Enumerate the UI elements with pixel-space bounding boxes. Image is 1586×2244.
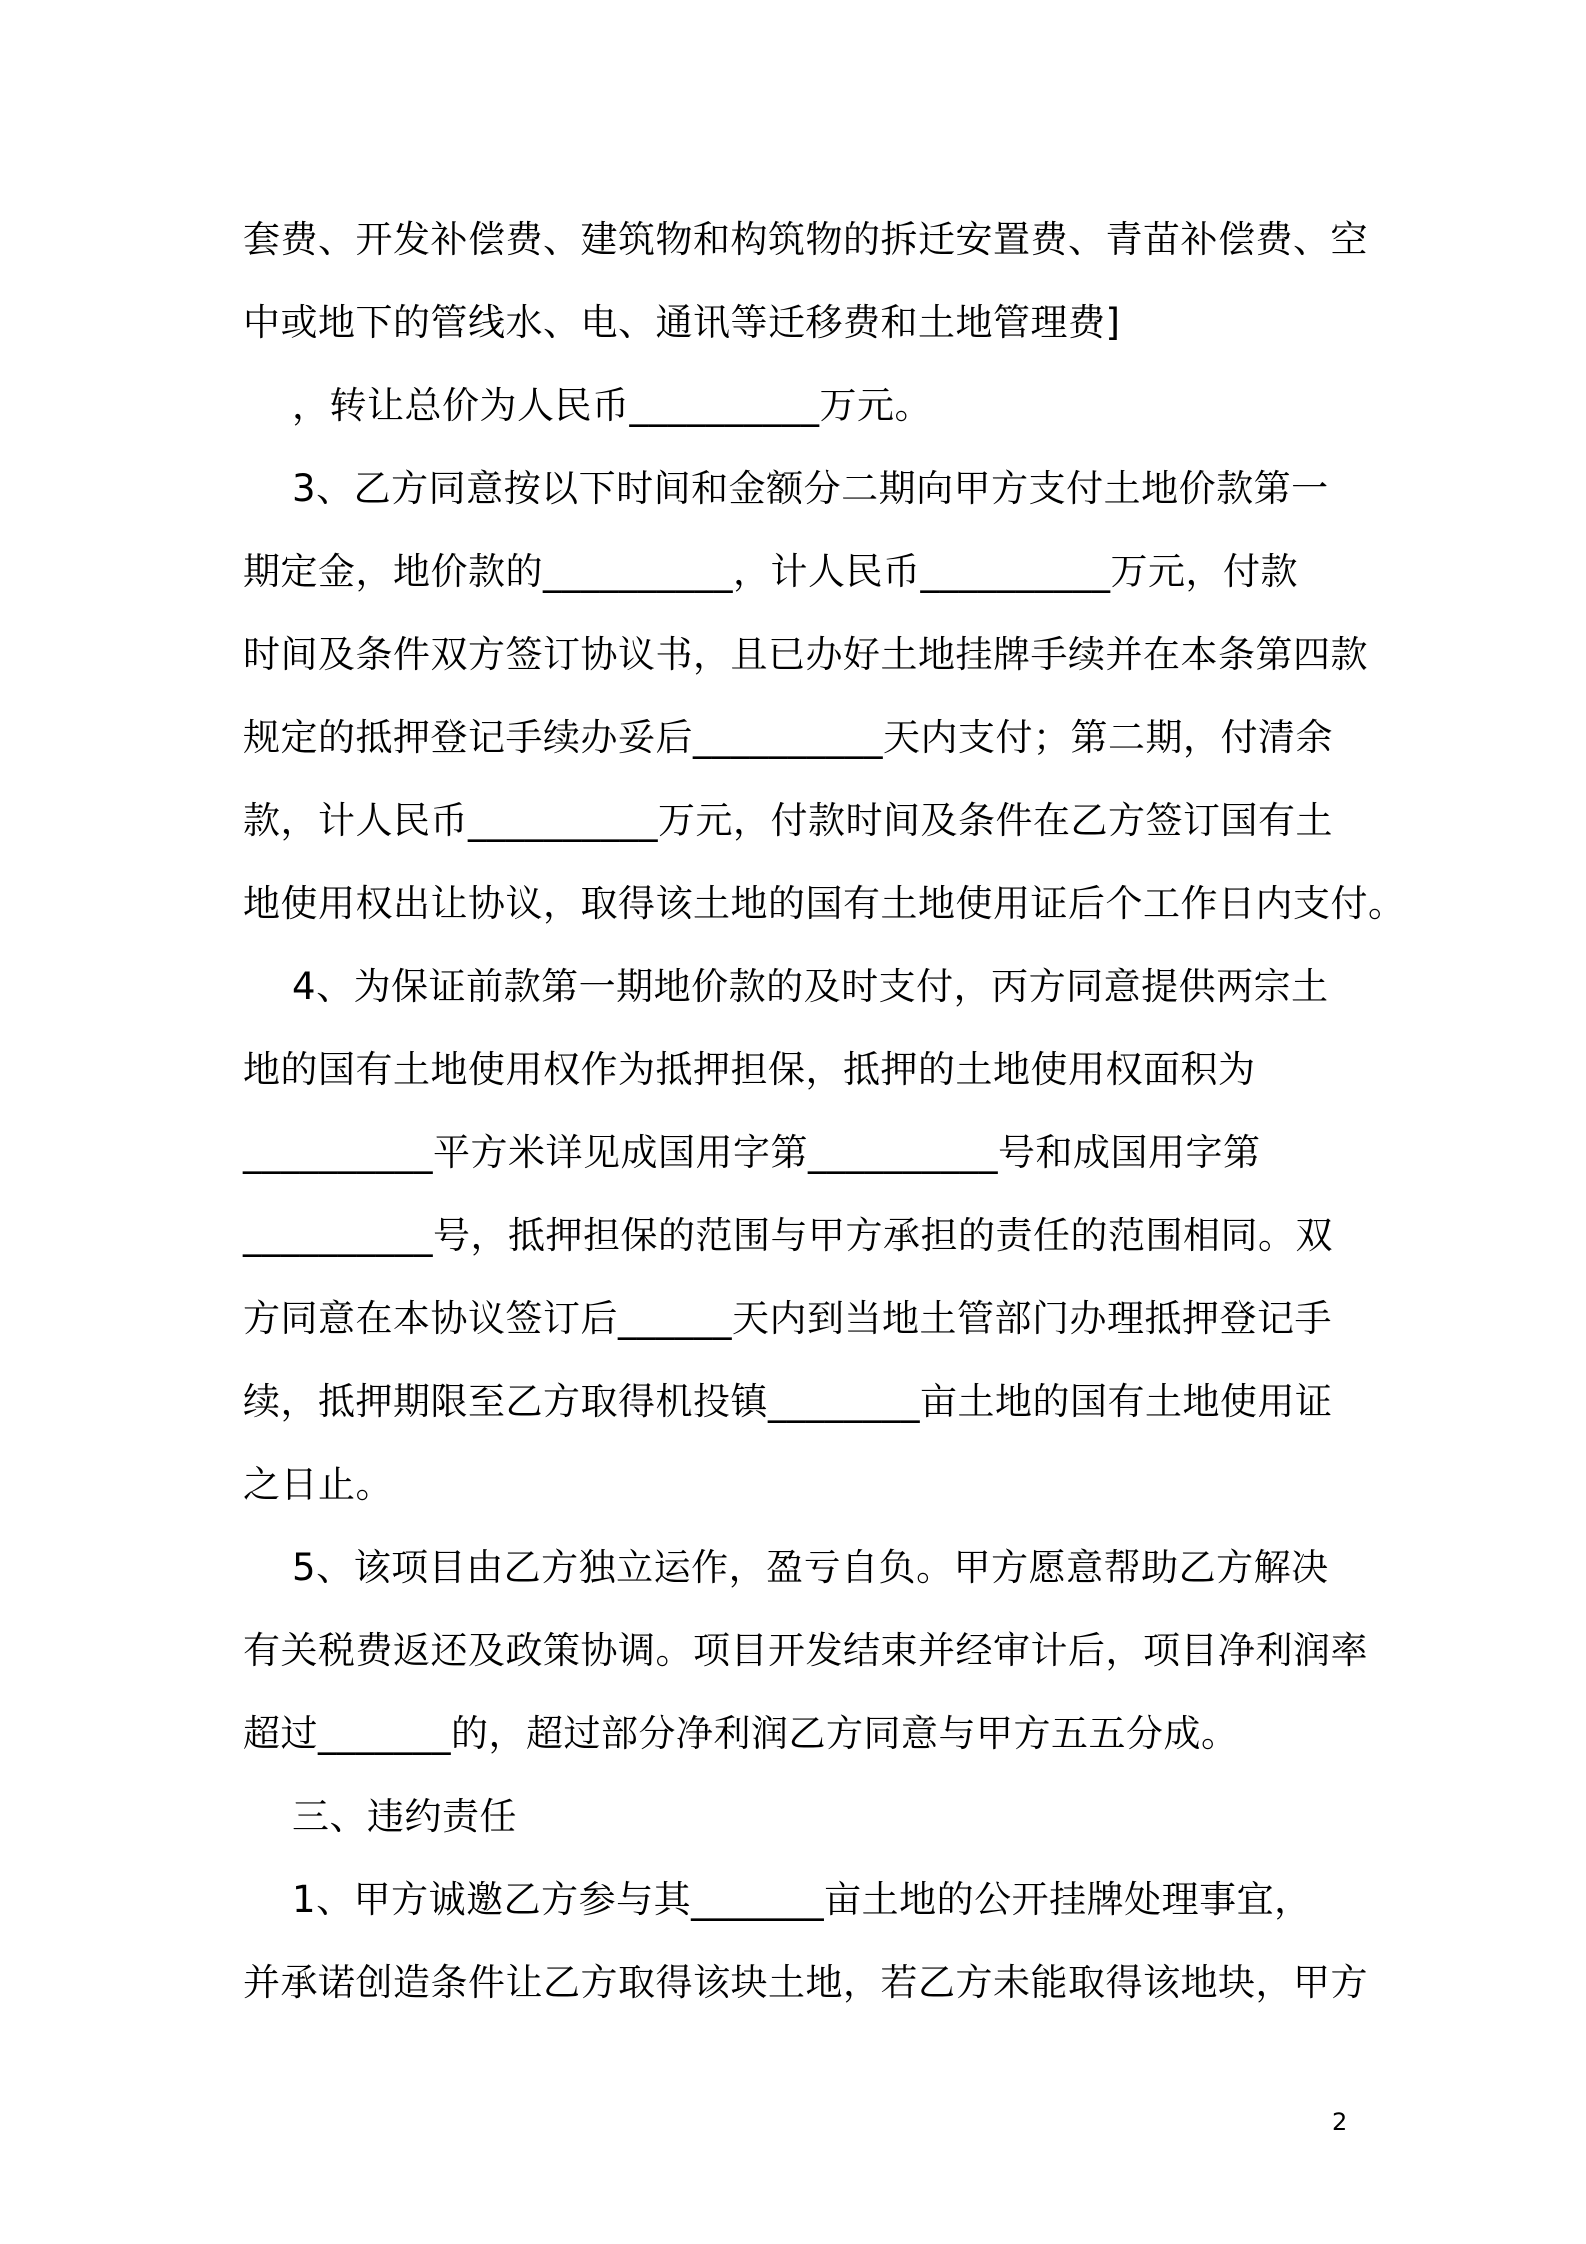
text-line: 期定金，地价款的__________，计人民币__________万元，付款 <box>243 550 1298 593</box>
text-line: 4、为保证前款第一期地价款的及时支付，丙方同意提供两宗土 <box>243 965 1329 1008</box>
section-heading: 三、违约责任 <box>243 1795 518 1838</box>
text-line: 规定的抵押登记手续办妥后__________天内支付；第二期，付清余 <box>243 716 1333 759</box>
text-line: __________号，抵押担保的范围与甲方承担的责任的范围相同。双 <box>243 1214 1333 1257</box>
text-line: 5、该项目由乙方独立运作，盈亏自负。甲方愿意帮助乙方解决 <box>243 1546 1329 1589</box>
text-line: 1、甲方诚邀乙方参与其_______亩土地的公开挂牌处理事宜， <box>243 1878 1312 1921</box>
text-line: 之日止。 <box>243 1463 393 1506</box>
text-line: 续，抵押期限至乙方取得机投镇________亩土地的国有土地使用证 <box>243 1380 1333 1423</box>
document-body <box>243 198 1406 2024</box>
text-line: 时间及条件双方签订协议书，且已办好土地挂牌手续并在本条第四款 <box>243 633 1368 676</box>
text-line: 地使用权出让协议，取得该土地的国有土地使用证后个工作日内支付。 <box>243 882 1406 925</box>
text-line: __________平方米详见成国用字第__________号和成国用字第 <box>243 1131 1261 1174</box>
text-line: 并承诺创造条件让乙方取得该块土地，若乙方未能取得该地块，甲方 <box>243 1961 1368 2004</box>
text-line: 地的国有土地使用权作为抵押担保，抵押的土地使用权面积为 <box>243 1048 1256 1091</box>
text-line: 有关税费返还及政策协调。项目开发结束并经审计后，项目净利润率 <box>243 1629 1368 1672</box>
text-line: 款，计人民币__________万元，付款时间及条件在乙方签订国有土 <box>243 799 1333 842</box>
text-line: ，转让总价为人民币__________万元。 <box>243 384 933 427</box>
text-line: 中或地下的管线水、电、通讯等迁移费和土地管理费] <box>243 301 1121 344</box>
page-number: 2 <box>1332 2108 1348 2136</box>
text-line: 3、乙方同意按以下时间和金额分二期向甲方支付土地价款第一 <box>243 467 1329 510</box>
text-line: 方同意在本协议签订后______天内到当地土管部门办理抵押登记手 <box>243 1297 1332 1340</box>
text-line: 超过_______的，超过部分净利润乙方同意与甲方五五分成。 <box>243 1712 1239 1755</box>
text-line: 套费、开发补偿费、建筑物和构筑物的拆迁安置费、青苗补偿费、空 <box>243 218 1368 261</box>
